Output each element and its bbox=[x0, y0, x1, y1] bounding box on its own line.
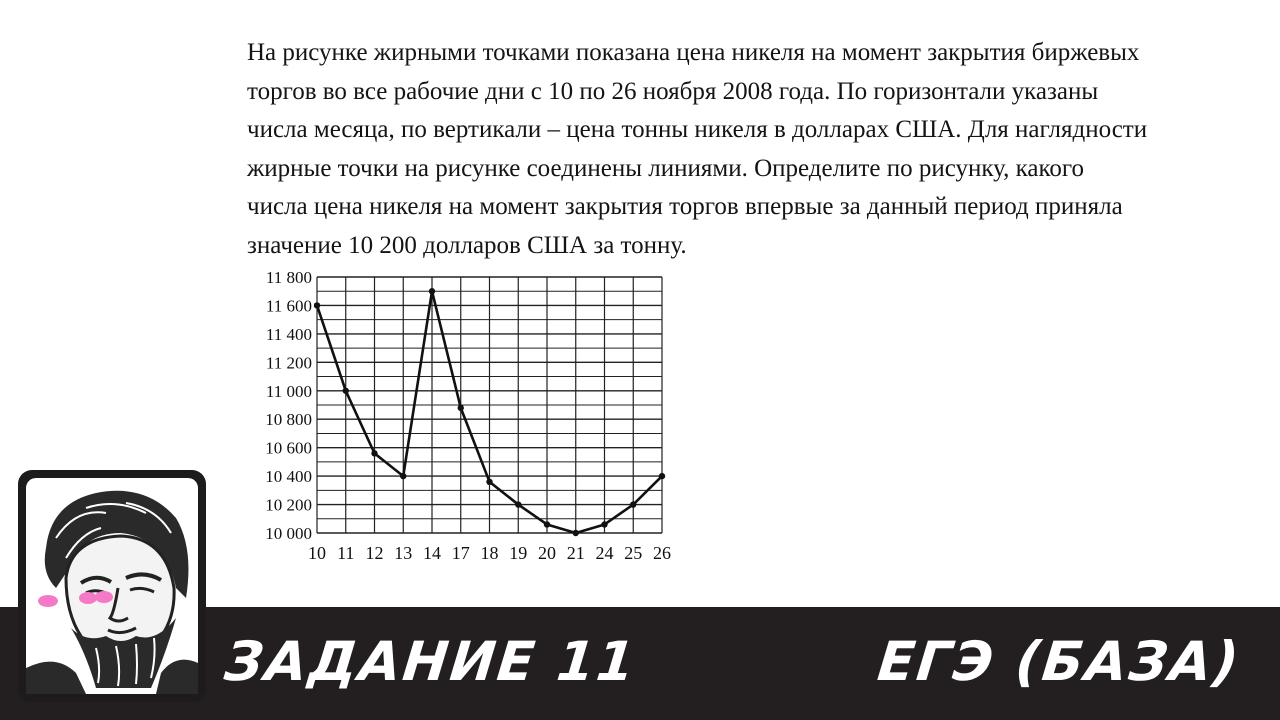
problem-line: значение 10 200 долларов США за тонну. bbox=[247, 231, 687, 259]
y-tick-label: 11 200 bbox=[265, 353, 312, 373]
y-tick-label: 10 000 bbox=[265, 524, 312, 543]
x-tick-label: 21 bbox=[566, 543, 585, 563]
problem-line: На рисунке жирными точками показана цена никеля на момент закрытия биржевых bbox=[247, 39, 1140, 66]
y-tick-label: 11 600 bbox=[265, 296, 312, 316]
chart-grid bbox=[317, 277, 662, 533]
x-tick-label: 14 bbox=[423, 543, 441, 563]
x-tick-label: 20 bbox=[538, 543, 556, 563]
data-point bbox=[659, 473, 665, 479]
problem-line: числа цена никеля на момент закрытия торгов впервые за данный период приняла bbox=[247, 193, 1123, 220]
data-point bbox=[630, 501, 636, 507]
y-tick-label: 11 800 bbox=[265, 268, 312, 287]
x-tick-label: 19 bbox=[509, 543, 528, 563]
data-point bbox=[314, 302, 320, 308]
x-tick-label: 12 bbox=[365, 543, 384, 563]
x-tick-label: 10 bbox=[308, 543, 326, 563]
problem-line: жирные точки на рисунке соединены линиями. Определите по рисунку, какого bbox=[247, 154, 1085, 182]
y-tick-label: 11 400 bbox=[265, 324, 312, 344]
data-point bbox=[486, 479, 492, 485]
x-tick-label: 26 bbox=[653, 543, 671, 563]
data-point bbox=[573, 530, 579, 536]
x-tick-label: 18 bbox=[480, 543, 499, 563]
task-number-title: ЗАДАНИЕ 11 bbox=[221, 630, 640, 693]
x-tick-label: 25 bbox=[624, 543, 643, 563]
data-point bbox=[429, 288, 435, 294]
problem-line: торгов во все рабочие дни с 10 по 26 ноября 2008 года. По горизонтали указаны bbox=[247, 77, 1099, 105]
y-tick-label: 10 600 bbox=[265, 438, 312, 458]
y-tick-label: 10 200 bbox=[265, 495, 312, 515]
problem-statement bbox=[247, 34, 1247, 265]
x-tick-label: 17 bbox=[451, 543, 470, 563]
data-point bbox=[515, 501, 521, 507]
x-tick-label: 13 bbox=[394, 543, 413, 563]
data-point bbox=[371, 450, 377, 456]
philosopher-portrait-icon bbox=[26, 478, 198, 694]
y-tick-label: 10 800 bbox=[265, 410, 312, 430]
problem-line: числа месяца, по вертикали – цена тонны никеля в долларах США. Для наглядности bbox=[247, 116, 1148, 143]
data-point bbox=[544, 521, 550, 527]
x-tick-label: 24 bbox=[595, 543, 614, 563]
exam-title: ЕГЭ (БАЗА) bbox=[874, 630, 1244, 693]
x-axis-ticks bbox=[308, 543, 671, 563]
data-point bbox=[400, 473, 406, 479]
data-point bbox=[601, 521, 607, 527]
data-point bbox=[458, 405, 464, 411]
y-tick-label: 11 000 bbox=[265, 381, 312, 401]
data-point bbox=[343, 388, 349, 394]
y-axis-ticks bbox=[265, 268, 312, 543]
y-tick-label: 10 400 bbox=[265, 467, 312, 487]
nickel-price-chart bbox=[240, 262, 680, 572]
x-tick-label: 11 bbox=[337, 543, 355, 563]
